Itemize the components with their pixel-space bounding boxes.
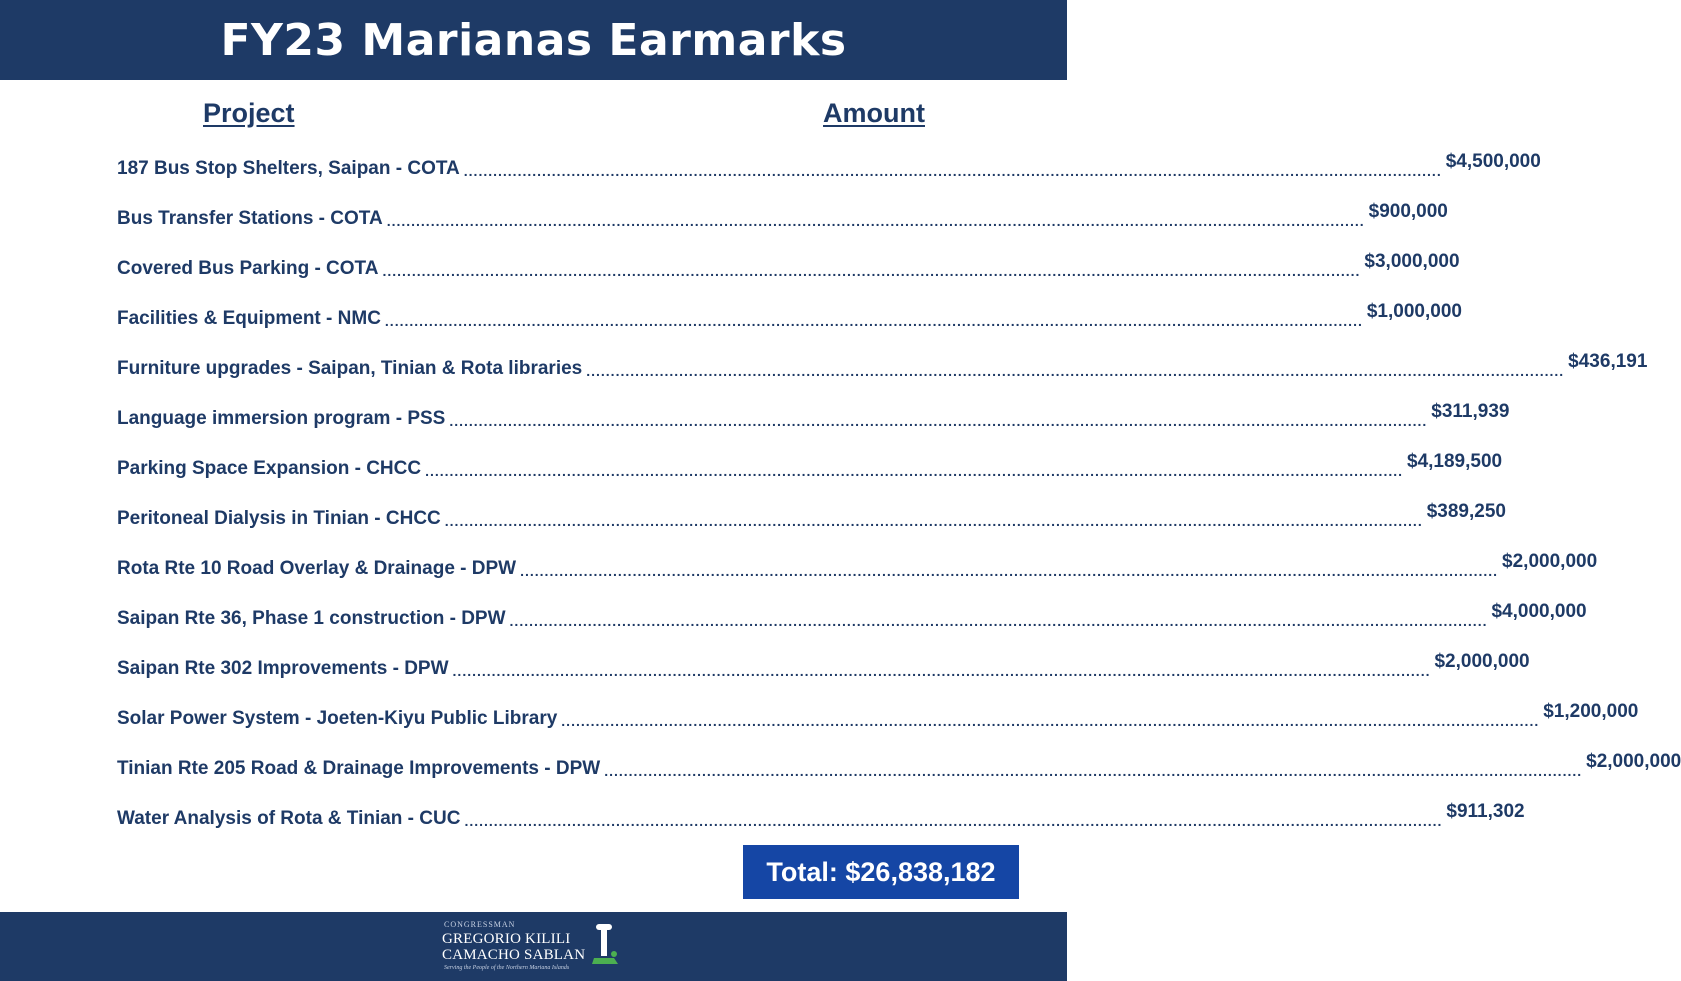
dot-leader: ........................................................................................................................................................................................................	[509, 613, 1488, 629]
earmark-project: Rota Rte 10 Road Overlay & Drainage - DPW	[117, 558, 517, 579]
dot-leader: ........................................................................................................................................................................................................	[520, 563, 1499, 579]
earmark-row	[117, 750, 1681, 800]
earmark-project: 187 Bus Stop Shelters, Saipan - COTA	[117, 158, 460, 179]
dot-leader: ........................................................................................................................................................................................................	[463, 163, 1442, 179]
dot-leader: ........................................................................................................................................................................................................	[386, 213, 1365, 229]
earmark-amount: $311,939	[1431, 401, 1510, 422]
earmark-amount: $389,250	[1426, 501, 1506, 522]
congressman-logo	[440, 920, 630, 976]
earmark-row	[117, 700, 1639, 750]
earmark-project: Water Analysis of Rota & Tinian - CUC	[117, 808, 461, 829]
earmark-project: Solar Power System - Joeten-Kiyu Public Library	[117, 708, 558, 729]
earmark-project: Furniture upgrades - Saipan, Tinian & Rota libraries	[117, 358, 583, 379]
amount-column-header: Amount	[823, 98, 925, 128]
earmark-project: Parking Space Expansion - CHCC	[117, 458, 422, 479]
page-header	[0, 0, 1067, 80]
earmark-amount: $2,000,000	[1502, 551, 1598, 572]
project-column-header: Project	[203, 98, 295, 128]
earmark-row	[117, 600, 1587, 650]
earmark-row	[117, 250, 1460, 300]
earmark-row	[117, 800, 1525, 850]
earmark-project: Saipan Rte 36, Phase 1 construction - DPW	[117, 608, 506, 629]
earmark-project: Saipan Rte 302 Improvements - DPW	[117, 658, 449, 679]
earmark-amount: $436,191	[1568, 351, 1648, 372]
earmark-row	[117, 550, 1598, 600]
earmark-amount: $1,200,000	[1543, 701, 1639, 722]
dot-leader: ........................................................................................................................................................................................................	[444, 513, 1423, 529]
earmark-row	[117, 450, 1503, 500]
earmark-project: Bus Transfer Stations - COTA	[117, 208, 383, 229]
earmark-project: Facilities & Equipment - NMC	[117, 308, 381, 329]
dot-leader: ........................................................................................................................................................................................................	[425, 463, 1404, 479]
logo-name-line-2: CAMACHO SABLAN	[442, 947, 586, 963]
earmark-row	[117, 650, 1530, 700]
earmark-row	[117, 500, 1506, 550]
page-title: FY23 Marianas Earmarks	[220, 14, 847, 66]
earmark-amount: $4,000,000	[1491, 601, 1587, 622]
logo-tagline: Serving the People of the Northern Mariana Islands	[444, 965, 570, 971]
earmark-amount: $2,000,000	[1434, 651, 1530, 672]
earmark-project: Tinian Rte 205 Road & Drainage Improvements - DPW	[117, 758, 601, 779]
earmark-row	[117, 400, 1510, 450]
dot-leader: ........................................................................................................................................................................................................	[604, 763, 1583, 779]
earmark-row	[117, 350, 1648, 400]
earmark-amount: $4,189,500	[1407, 451, 1503, 472]
dot-leader: ........................................................................................................................................................................................................	[449, 413, 1428, 429]
earmark-project: Language immersion program - PSS	[117, 408, 446, 429]
dot-leader: ........................................................................................................................................................................................................	[384, 313, 1363, 329]
dot-leader: ........................................................................................................................................................................................................	[452, 663, 1431, 679]
dot-leader: ........................................................................................................................................................................................................	[561, 713, 1540, 729]
dot-leader: ........................................................................................................................................................................................................	[586, 363, 1565, 379]
page-footer	[0, 912, 1067, 981]
earmark-project: Peritoneal Dialysis in Tinian - CHCC	[117, 508, 441, 529]
earmark-amount: $1,000,000	[1366, 301, 1462, 322]
earmark-amount: $2,000,000	[1586, 751, 1681, 772]
dot-leader: ........................................................................................................................................................................................................	[382, 263, 1361, 279]
total-badge: Total: $26,838,182	[743, 845, 1019, 899]
earmark-amount: $911,302	[1446, 801, 1525, 822]
earmark-amount: $3,000,000	[1364, 251, 1460, 272]
dot-leader: ........................................................................................................................................................................................................	[464, 813, 1443, 829]
earmark-list	[117, 150, 1681, 850]
earmark-row	[117, 200, 1448, 250]
earmark-row	[117, 150, 1541, 200]
earmark-row	[117, 300, 1462, 350]
earmark-project: Covered Bus Parking - COTA	[117, 258, 379, 279]
earmark-amount: $900,000	[1368, 201, 1448, 222]
earmark-amount: $4,500,000	[1445, 151, 1541, 172]
logo-name-line-1: GREGORIO KILILI	[442, 931, 571, 947]
latte-stone-icon	[590, 922, 620, 966]
logo-small-text: CONGRESSMAN	[444, 920, 516, 929]
